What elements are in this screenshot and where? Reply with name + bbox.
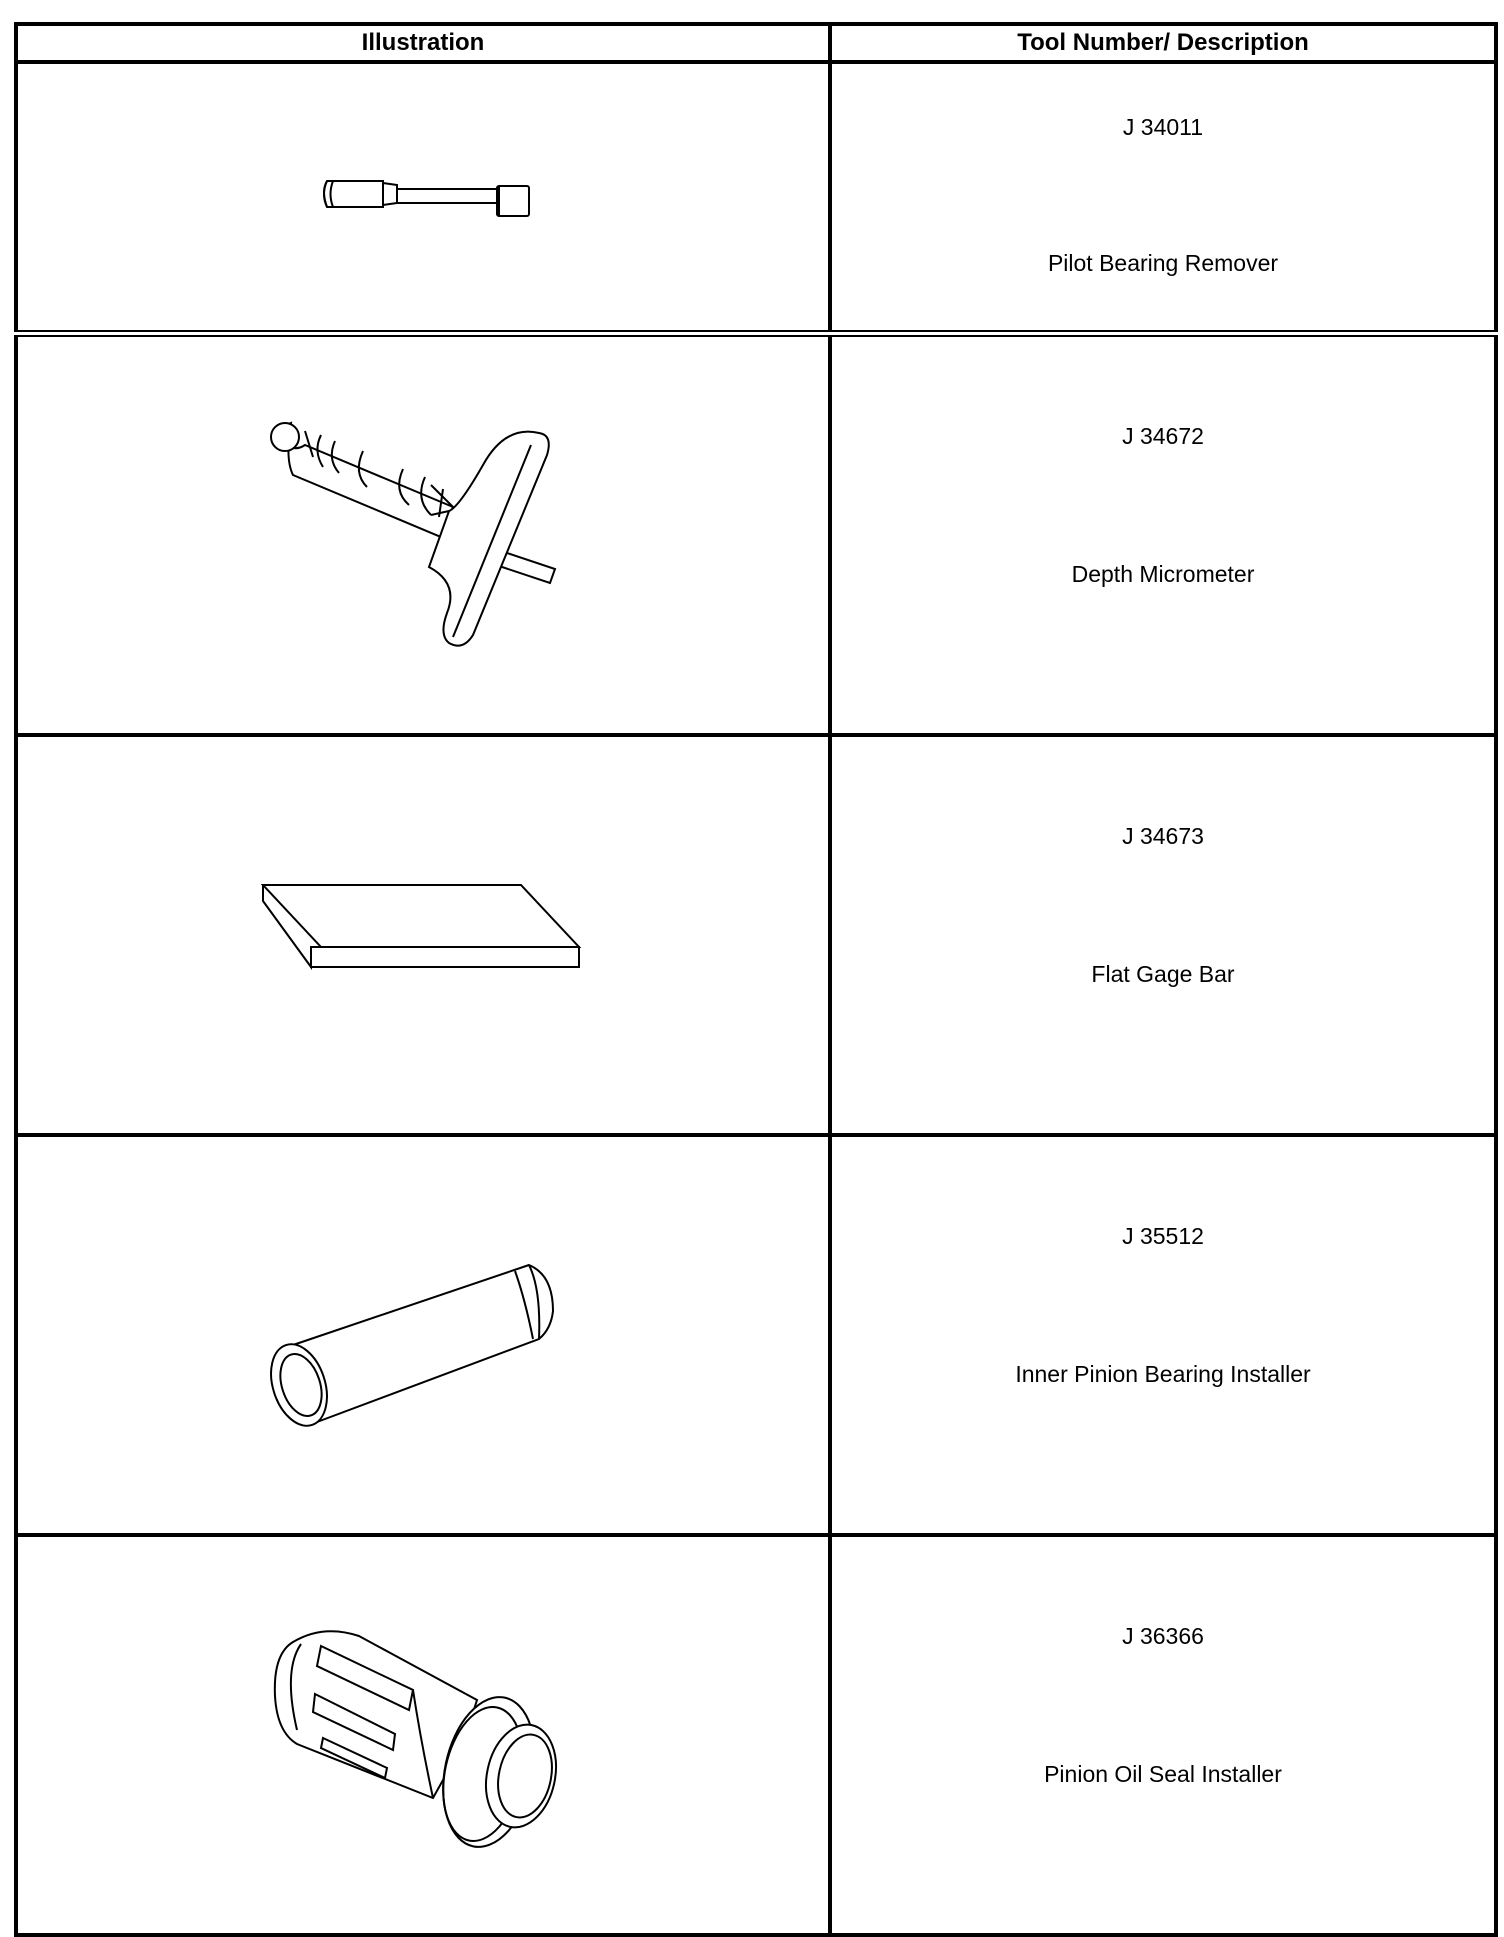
table-row xyxy=(16,62,1496,334)
pinion-oil-seal-installer-icon xyxy=(263,1620,583,1850)
depth-micrometer-icon xyxy=(263,415,583,655)
pilot-bearing-remover-icon xyxy=(313,167,533,227)
table-row xyxy=(16,1535,1496,1935)
tool-table xyxy=(14,22,1498,1937)
description-cell xyxy=(830,334,1496,736)
tool-number: J 36366 xyxy=(1122,1623,1204,1649)
tool-description: Depth Micrometer xyxy=(1071,561,1255,587)
tool-number: J 35512 xyxy=(1122,1223,1204,1249)
tool-description: Inner Pinion Bearing Installer xyxy=(1015,1361,1311,1387)
tool-number: J 34672 xyxy=(1122,423,1204,449)
tool-description: Flat Gage Bar xyxy=(1091,961,1235,987)
description-cell xyxy=(830,735,1496,1135)
description-cell xyxy=(830,1535,1496,1935)
tool-description: Pinion Oil Seal Installer xyxy=(1044,1761,1282,1787)
illustration-cell xyxy=(16,1135,830,1535)
description-cell xyxy=(830,62,1496,334)
illustration-cell xyxy=(16,334,830,736)
illustration-header: Illustration xyxy=(16,24,830,62)
table-row xyxy=(16,1135,1496,1535)
header-row xyxy=(16,24,1496,62)
tool-number: J 34673 xyxy=(1122,823,1204,849)
table-row xyxy=(16,334,1496,736)
table-row xyxy=(16,735,1496,1135)
illustration-cell xyxy=(16,62,830,334)
tool-number: J 34011 xyxy=(1122,114,1204,140)
illustration-cell xyxy=(16,1535,830,1935)
inner-pinion-bearing-installer-icon xyxy=(263,1235,583,1435)
tool-header: Tool Number/ Description xyxy=(830,24,1496,62)
flat-gage-bar-icon xyxy=(253,875,593,995)
description-cell xyxy=(830,1135,1496,1535)
illustration-cell xyxy=(16,735,830,1135)
tool-description: Pilot Bearing Remover xyxy=(1047,250,1279,276)
